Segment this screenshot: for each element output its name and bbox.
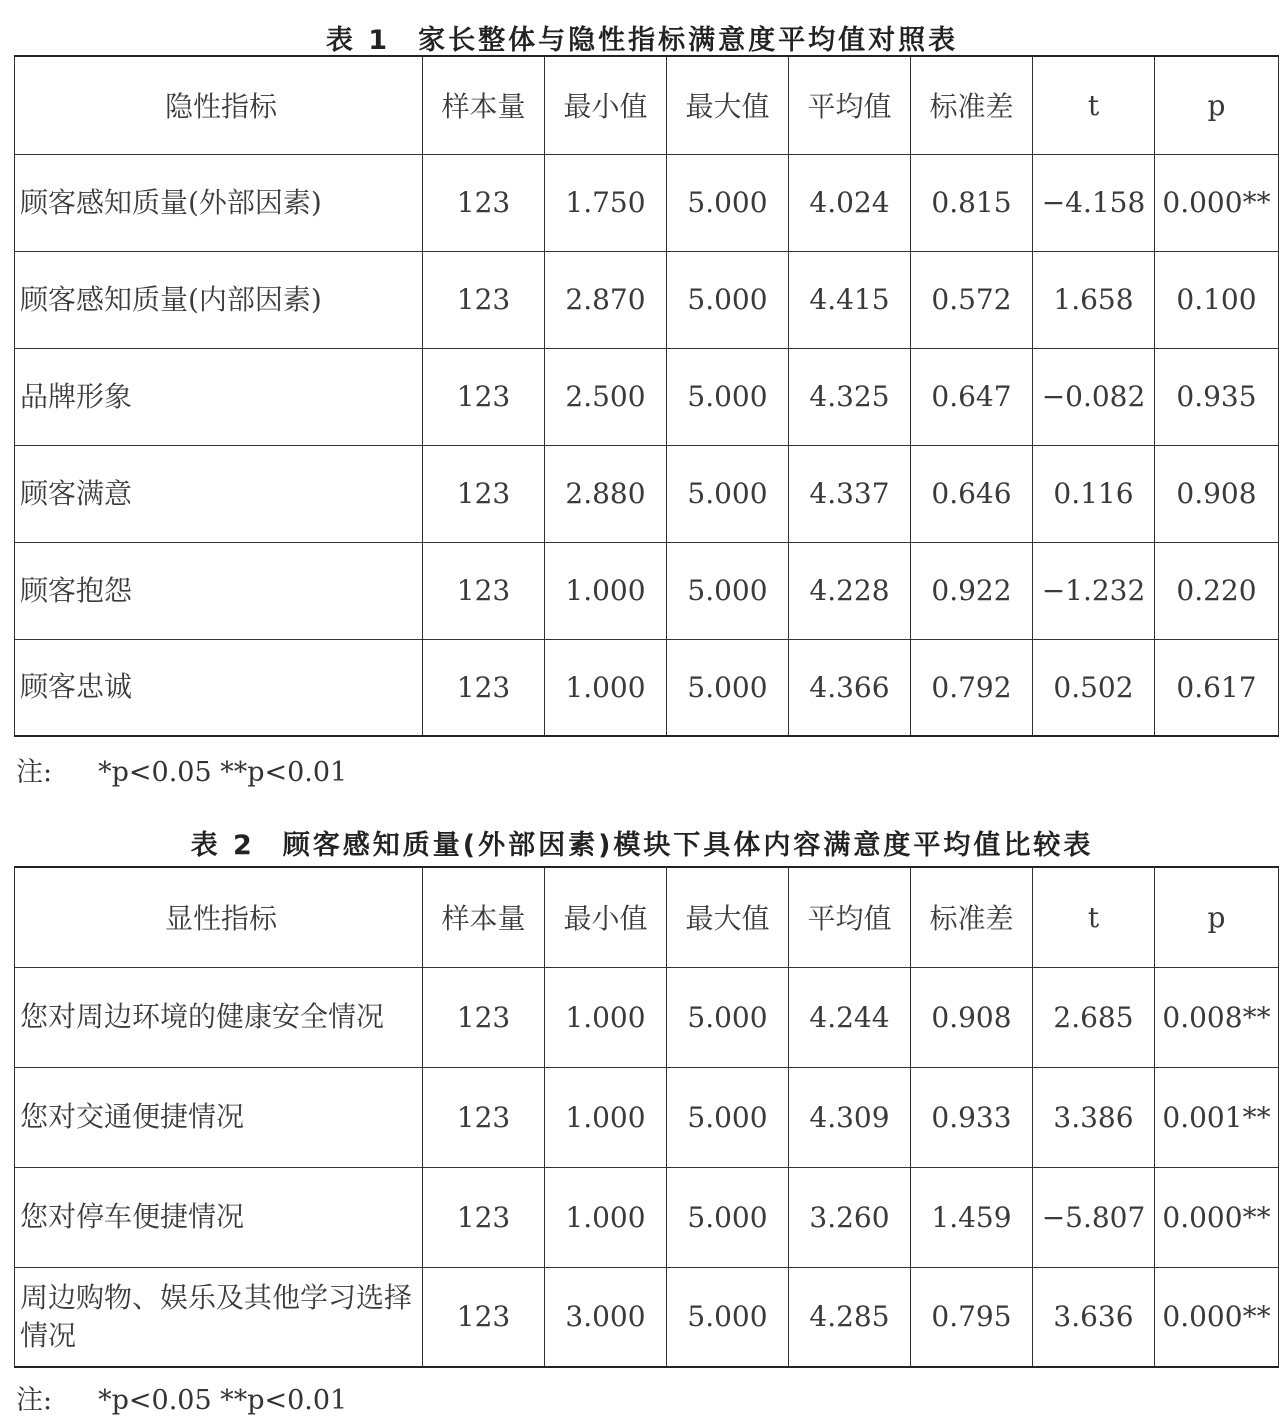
header-cell: p	[1155, 56, 1279, 154]
row-label: 周边购物、娱乐及其他学习选择情况	[15, 1267, 423, 1367]
cell-sample-size: 123	[423, 967, 545, 1067]
cell-sample-size: 123	[423, 1067, 545, 1167]
header-cell: 显性指标	[15, 867, 423, 967]
cell-t: −5.807	[1033, 1167, 1155, 1267]
row-label: 您对停车便捷情况	[15, 1167, 423, 1267]
cell-t: 3.636	[1033, 1267, 1155, 1367]
cell-min: 1.000	[545, 1067, 667, 1167]
cell-p: 0.008**	[1155, 967, 1279, 1067]
cell-mean: 4.244	[789, 967, 911, 1067]
header-cell: 最大值	[667, 867, 789, 967]
cell-sample-size: 123	[423, 1267, 545, 1367]
table-row	[15, 154, 1279, 251]
table-row	[15, 348, 1279, 445]
cell-t: 3.386	[1033, 1067, 1155, 1167]
cell-sd: 0.795	[911, 1267, 1033, 1367]
table-row	[15, 542, 1279, 639]
cell-max: 5.000	[667, 1167, 789, 1267]
table-2-note	[16, 1378, 347, 1417]
table-2-title: 顾客感知质量(外部因素)模块下具体内容满意度平均值比较表	[282, 830, 1094, 861]
cell-mean: 4.285	[789, 1267, 911, 1367]
cell-sample-size: 123	[423, 154, 545, 251]
table-1-caption	[0, 18, 1284, 57]
cell-min: 1.000	[545, 1167, 667, 1267]
table-row	[15, 1267, 1279, 1367]
header-cell: t	[1033, 56, 1155, 154]
cell-mean: 4.024	[789, 154, 911, 251]
cell-sd: 0.792	[911, 639, 1033, 736]
cell-sd: 0.646	[911, 445, 1033, 542]
table-2	[14, 866, 1279, 1368]
cell-p: 0.935	[1155, 348, 1279, 445]
cell-sd: 0.908	[911, 967, 1033, 1067]
header-cell: 隐性指标	[15, 56, 423, 154]
cell-p: 0.908	[1155, 445, 1279, 542]
cell-sample-size: 123	[423, 251, 545, 348]
cell-sd: 0.922	[911, 542, 1033, 639]
cell-sd: 0.933	[911, 1067, 1033, 1167]
row-label: 顾客抱怨	[15, 542, 423, 639]
cell-mean: 4.366	[789, 639, 911, 736]
header-cell: t	[1033, 867, 1155, 967]
cell-mean: 4.325	[789, 348, 911, 445]
table-1	[14, 55, 1279, 737]
row-label: 您对周边环境的健康安全情况	[15, 967, 423, 1067]
table-1-note	[16, 750, 347, 789]
header-cell: 最大值	[667, 56, 789, 154]
cell-min: 1.000	[545, 542, 667, 639]
cell-t: 0.502	[1033, 639, 1155, 736]
cell-sample-size: 123	[423, 639, 545, 736]
cell-max: 5.000	[667, 348, 789, 445]
header-cell: 样本量	[423, 56, 545, 154]
cell-mean: 4.228	[789, 542, 911, 639]
cell-max: 5.000	[667, 445, 789, 542]
cell-p: 0.220	[1155, 542, 1279, 639]
table-1-title: 家长整体与隐性指标满意度平均值对照表	[418, 25, 959, 56]
cell-sample-size: 123	[423, 1167, 545, 1267]
table-row	[15, 967, 1279, 1067]
table-row	[15, 639, 1279, 736]
cell-t: 2.685	[1033, 967, 1155, 1067]
note-text: *p<0.05 **p<0.01	[98, 757, 348, 788]
note-label: 注:	[16, 757, 53, 788]
row-label: 顾客感知质量(内部因素)	[15, 251, 423, 348]
table-row	[15, 445, 1279, 542]
header-cell: 样本量	[423, 867, 545, 967]
cell-sd: 1.459	[911, 1167, 1033, 1267]
cell-max: 5.000	[667, 1067, 789, 1167]
note-label: 注:	[16, 1385, 53, 1416]
header-cell: 标准差	[911, 867, 1033, 967]
cell-max: 5.000	[667, 154, 789, 251]
cell-max: 5.000	[667, 251, 789, 348]
cell-min: 1.000	[545, 639, 667, 736]
row-label: 顾客感知质量(外部因素)	[15, 154, 423, 251]
header-cell: 最小值	[545, 867, 667, 967]
table-row	[15, 1167, 1279, 1267]
cell-p: 0.100	[1155, 251, 1279, 348]
table-row	[15, 251, 1279, 348]
cell-min: 3.000	[545, 1267, 667, 1367]
row-label: 品牌形象	[15, 348, 423, 445]
cell-t: 0.116	[1033, 445, 1155, 542]
row-label: 顾客忠诚	[15, 639, 423, 736]
header-cell: 标准差	[911, 56, 1033, 154]
cell-sample-size: 123	[423, 542, 545, 639]
cell-min: 2.500	[545, 348, 667, 445]
cell-min: 2.880	[545, 445, 667, 542]
cell-max: 5.000	[667, 639, 789, 736]
cell-max: 5.000	[667, 1267, 789, 1367]
cell-sd: 0.647	[911, 348, 1033, 445]
header-cell: p	[1155, 867, 1279, 967]
table-row	[15, 1067, 1279, 1167]
cell-min: 1.750	[545, 154, 667, 251]
cell-t: −1.232	[1033, 542, 1155, 639]
cell-t: −0.082	[1033, 348, 1155, 445]
cell-p: 0.617	[1155, 639, 1279, 736]
cell-p: 0.000**	[1155, 154, 1279, 251]
cell-mean: 4.337	[789, 445, 911, 542]
cell-p: 0.001**	[1155, 1067, 1279, 1167]
cell-mean: 4.415	[789, 251, 911, 348]
row-label: 顾客满意	[15, 445, 423, 542]
cell-max: 5.000	[667, 967, 789, 1067]
note-text: *p<0.05 **p<0.01	[98, 1385, 348, 1416]
cell-sd: 0.572	[911, 251, 1033, 348]
table-1-number: 表 1	[325, 25, 391, 56]
row-label: 您对交通便捷情况	[15, 1067, 423, 1167]
cell-mean: 4.309	[789, 1067, 911, 1167]
cell-t: 1.658	[1033, 251, 1155, 348]
cell-sd: 0.815	[911, 154, 1033, 251]
header-cell: 平均值	[789, 867, 911, 967]
cell-min: 2.870	[545, 251, 667, 348]
cell-p: 0.000**	[1155, 1167, 1279, 1267]
cell-sample-size: 123	[423, 348, 545, 445]
header-cell: 最小值	[545, 56, 667, 154]
cell-p: 0.000**	[1155, 1267, 1279, 1367]
table-2-caption	[0, 823, 1284, 862]
cell-t: −4.158	[1033, 154, 1155, 251]
cell-mean: 3.260	[789, 1167, 911, 1267]
cell-sample-size: 123	[423, 445, 545, 542]
table-2-number: 表 2	[190, 830, 255, 861]
cell-min: 1.000	[545, 967, 667, 1067]
table-2-header-row	[15, 867, 1279, 967]
header-cell: 平均值	[789, 56, 911, 154]
cell-max: 5.000	[667, 542, 789, 639]
table-1-header-row	[15, 56, 1279, 154]
